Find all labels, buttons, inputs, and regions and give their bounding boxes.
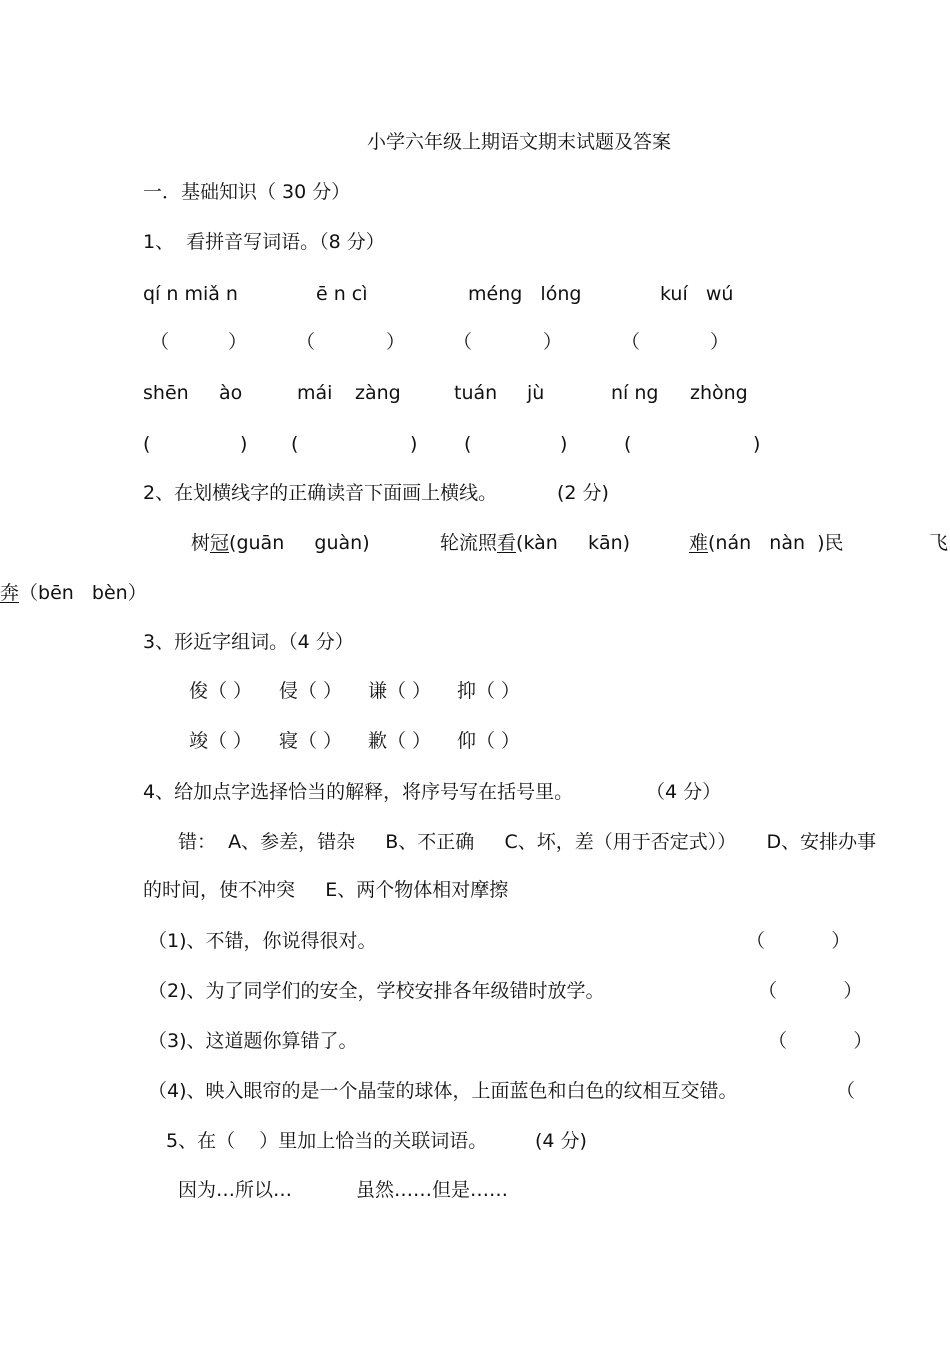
q3-word: 仰（ ） [457,730,521,752]
q2-item4-cont [0,581,147,605]
pinyin: méng lóng [468,283,582,305]
answer-blank[interactable]: （ [296,331,316,353]
q3-word: 侵（ ） [279,680,343,702]
q4-options-line1: 错： A、参差，错杂 B、不正确 C、坏，差（用于否定式）） D、安排办事 [178,831,877,853]
answer-blank: ) [753,433,761,455]
q3-word: 歉（ ） [368,730,432,752]
q2-item-reading: (guān guàn) [229,532,370,554]
q2-item-pre: 轮流照 [440,532,498,554]
q2-item-pre: 树 [191,532,211,554]
section1-heading: 一．基础知识（ 30 分） [143,181,351,203]
pinyin: qí n miǎ n [143,283,238,305]
answer-blank[interactable]: （ ） [768,1030,873,1052]
pinyin: jù [527,382,545,404]
q2-item-reading: （bēn bèn） [19,582,147,604]
q1-heading: 1、 看拼音写词语。（8 分） [143,231,385,253]
answer-blank[interactable]: ( [464,433,472,455]
q4-options-line2: 的时间，使不冲突 E、两个物体相对摩擦 [143,879,509,901]
pinyin: ào [219,382,243,404]
q2-item-reading: (kàn kān) [516,532,631,554]
pinyin: shēn [143,382,189,404]
doc-title: 小学六年级上期语文期末试题及答案 [367,131,672,153]
answer-blank[interactable]: （ ） [746,930,851,952]
answer-blank[interactable]: （ [836,1080,856,1102]
q2-item4-pre: 飞 [929,532,949,554]
q2-item-char: 看 [497,532,517,554]
q3-word: 寝（ ） [279,730,343,752]
pinyin: mái [297,382,333,404]
pinyin: ní ng [611,382,659,404]
answer-blank: ） [228,331,248,353]
q4-item-text: （3)、这道题你算错了。 [148,1030,358,1052]
q4-item-text: （2)、为了同学们的安全，学校安排各年级错时放学。 [148,980,605,1002]
answer-blank[interactable]: ( [624,433,632,455]
q3-word: 抑（ ） [457,680,521,702]
pinyin: zàng [355,382,401,404]
q5-points: (4 分) [535,1130,587,1152]
answer-blank[interactable]: ( [143,433,151,455]
q3-word: 俊（ ） [189,680,253,702]
q3-word: 竣（ ） [189,730,253,752]
answer-blank[interactable]: （ [150,331,170,353]
pinyin: zhòng [690,382,748,404]
answer-blank[interactable]: （ [453,331,473,353]
answer-blank[interactable]: ( [291,433,299,455]
q2-points: (2 分) [557,482,609,504]
q2-item-char: 难 [689,532,709,554]
q4-item-text: （1)、不错，你说得很对。 [148,930,377,952]
answer-blank[interactable]: （ [621,331,641,353]
q2-item-char: 奔 [0,582,20,604]
q5-pair: 因为…所以… [178,1179,293,1201]
q2-item [440,531,630,555]
answer-blank: ） [386,331,406,353]
q2-item-char: 冠 [210,532,230,554]
answer-blank: ) [240,433,248,455]
q4-heading: 4、给加点字选择恰当的解释，将序号写在括号里。 [143,781,574,803]
q2-item-reading: (nán nàn )民 [708,532,844,554]
answer-blank: ） [710,331,730,353]
answer-blank: ） [543,331,563,353]
q3-heading: 3、形近字组词。（4 分） [143,631,354,653]
pinyin: ē n cì [316,283,368,305]
q2-item [191,531,370,555]
pinyin: tuán [454,382,498,404]
q2-item [689,531,844,555]
q4-points: （4 分） [646,781,722,803]
answer-blank: ) [410,433,418,455]
q3-word: 谦（ ） [368,680,432,702]
q4-item-text: （4)、映入眼帘的是一个晶莹的球体，上面蓝色和白色的纹相互交错。 [148,1080,738,1102]
q5-pair: 虽然……但是…… [356,1179,509,1201]
q5-heading: 5、在（ ）里加上恰当的关联词语。 [166,1130,488,1152]
answer-blank[interactable]: （ ） [758,980,863,1002]
q2-heading: 2、在划横线字的正确读音下面画上横线。 [143,482,498,504]
answer-blank: ) [560,433,568,455]
pinyin: kuí wú [660,283,734,305]
